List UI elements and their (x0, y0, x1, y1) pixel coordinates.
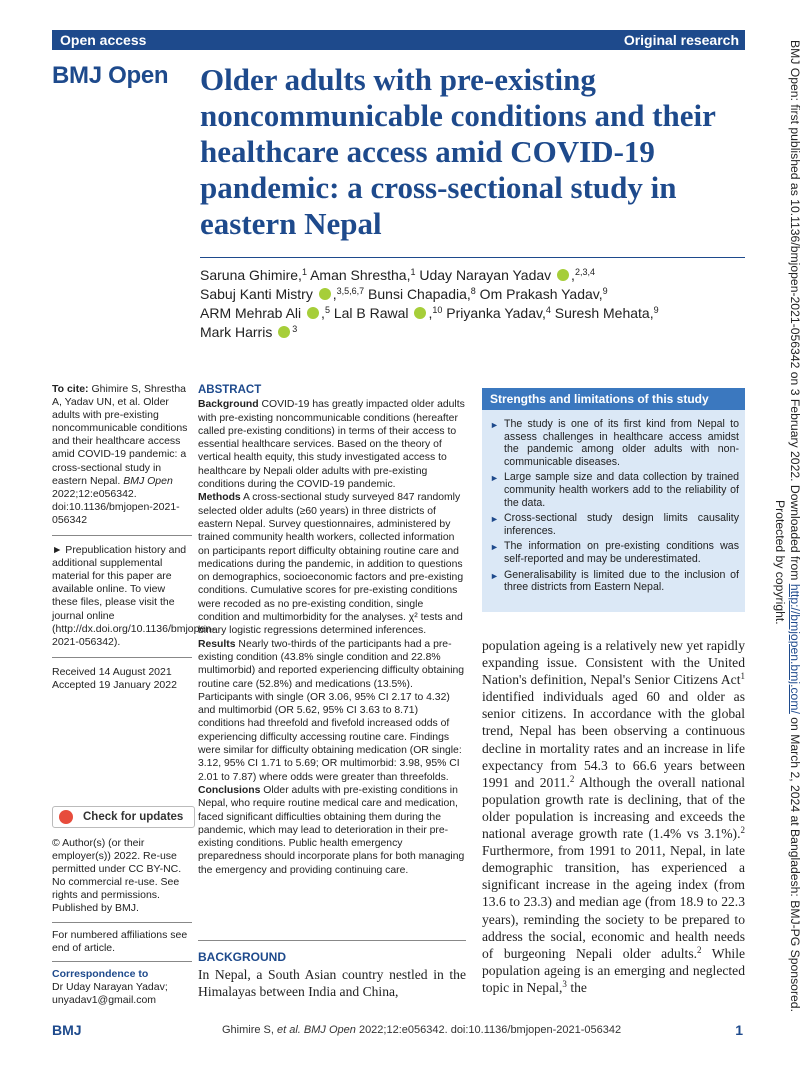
prepub-note: ► Prepublication history and additional supplemental material for this paper are available online. To view these files, please visit the journal online (http://dx.doi.org/10.1136/bmjopen-2021-056342). (52, 544, 215, 648)
list-item: ► Generalisability is limited due to the inclusion of three districts from Eastern Nepal. (490, 568, 739, 594)
journal-link[interactable]: http://bmjopen.bmj.com/ (788, 583, 802, 714)
abstract-heading: ABSTRACT (198, 384, 262, 396)
abstract: ABSTRACT Background COVID-19 has greatly impacted older adults with pre-existing noncommunicable conditions (hereafter called pre-existing conditions) in terms of their access to essential healthcare services. Based on the theory of vertical health equity, this study investigated access to healthcare by Nepali older adults with pre-existing conditions during the COVID-19 pandemic. Methods A cross-sectional study surveyed 847 randomly selected older adults (≥60 years) in three districts of eastern Nepal. Survey questionnaires, administered by trained community health workers, collected information on participants report difficulty obtaining routine care and medications during the pandemic, in addition to questions on demographics, socioeconomic factors and pre-existing conditions. Cumulative scores for pre-existing conditions were recoded as no pre-existing condition, single condition and multimorbidity for the analyses. χ² tests and binary logistic regressions determined inferences. Results Nearly two-thirds of the participants had a pre-existing condition (43.8% single condition and 22.8% multimorbid) and reported experiencing difficulty obtaining routine care (52.8%) and medications (13.5%). Participants with single (OR 3.06, 95% CI 2.17 to 4.32) and multimorbid (OR 5.62, 95% CI 3.63 to 8.71) conditions had threefold and fivefold increased odds of experiencing difficulty accessing routine care. Findings were similar for difficulty obtaining medication (OR single: 3.12, 95% CI 1.71 to 5.69; OR multimorbid: 3.98, 95% CI 2.01 to 7.87) where odds were greater than threefolds. Conclusions Older adults with pre-existing conditions in Nepal, who require routine medical care and medication, faced significant difficulties obtaining them during the pandemic, which may lead to deterioration in their pre-existing conditions. Public health emergency preparedness should incorporate plans for both managing the emergency and providing continuing care. (198, 384, 465, 876)
footer-citation: Ghimire S, et al. BMJ Open 2022;12:e056342. doi:10.1136/bmjopen-2021-056342 (222, 1024, 622, 1036)
orcid-icon[interactable] (307, 307, 319, 319)
page-number: 1 (735, 1022, 743, 1038)
author-list: Saruna Ghimire,$^1$ Aman Shrestha,$^1$ Uday Narayan Yadav ,$^{2,3,4}$ Sabuj Kanti Mistry ,$^{3,5,6,7}$ Bunsi Chapadia,$^8$ Om Prakash Yadav,$^9$ ARM Mehrab Ali ,$^5$ Lal B Rawal ,$^{10}$ Priyanka Yadav,$^4$ Suresh Mehata,$^9$ Mark Harris $^3$ (200, 267, 659, 340)
title-divider (200, 257, 745, 258)
list-item: ► The information on pre-existing conditions was self-reported and may be underestimated. (490, 540, 739, 565)
background-heading: BACKGROUND (198, 950, 286, 964)
page-footer (52, 1022, 745, 1042)
top-banner (52, 30, 745, 50)
article-title: Older adults with pre-existing noncommunicable conditions and their healthcare access amid COVID-19 pandemic: a cross-sectional study in eastern Nepal (200, 62, 716, 241)
received-date: Received 14 August 2021 (52, 665, 172, 678)
journal-logo: BMJ Open (52, 62, 169, 89)
body-column-right: population ageing is a relatively new yet rapidly expanding issue. Consistent with the United Nation's definition, Nepal's Senior Citizens Act$^1$ identified individuals aged 60 and older as senior citizens. In accordance with the global trend, Nepal has been observing a continuous decline in mortality rates and an increase in life expectancy from 54.3 to 66.6 years between 1991 and 2011.$^2$ Although the overall national population growth rate is declining, that of the older population is increasing and exceeds the national average growth rate (1.4% vs 3.1%).$^2$ Furthermore, from 1991 to 2011, Nepal, in late demographic transition, has experienced a significant increase in the ageing index (from 13.6 to 23.3) and median age (from 18.9 to 22.3 years), reminding the society to be prepared to address the social, economic and health needs of burgeoning Nepali older adults.$^2$ While population ageing is an emerging and neglected topic in Nepal,$^3$ the (482, 638, 745, 995)
abstract-divider (198, 940, 466, 941)
orcid-icon[interactable] (414, 307, 426, 319)
correspondence-label: Correspondence to (52, 967, 149, 980)
list-item: ► Large sample size and data collection by trained community health workers add to the reliability of the data. (490, 471, 739, 509)
open-access-label: Open access (60, 32, 147, 48)
orcid-icon[interactable] (278, 326, 290, 338)
check-updates-icon (59, 810, 73, 824)
check-for-updates-button[interactable]: Check for updates (52, 806, 195, 828)
footer-logo: BMJ (52, 1022, 82, 1038)
correspondence-text: Dr Uday Narayan Yadav; unyadav1@gmail.com (52, 980, 168, 1006)
vertical-download-note: BMJ Open: first published as 10.1136/bmjopen-2021-056342 on 3 February 2022. Downloaded from http://bmjopen.bmj.com/ on March 2, 2024 at Bangladesh: BMJ-PG Sponsored. Protected by copyright. (773, 40, 802, 1012)
copyright-note: © Author(s) (or their employer(s)) 2022. Re-use permitted under CC BY-NC. No commercial re-use. See rights and permissions. Published by BMJ. (52, 837, 182, 915)
orcid-icon[interactable] (557, 269, 569, 281)
article-type-label: Original research (623, 32, 739, 48)
list-item: ► The study is one of its first kind from Nepal to assess challenges in healthcare access amidst the pandemic among older adults with non-communicable diseases. (490, 418, 739, 468)
orcid-icon[interactable] (319, 288, 331, 300)
strengths-limitations-box (482, 388, 745, 612)
sidebar-bottom (52, 837, 192, 1007)
sidebar-cite: To cite: Ghimire S, Shrestha A, Yadav UN, et al. Older adults with pre-existing noncommunicable conditions and their healthcare access amid COVID-19 pandemic: a cross-sectional study in eastern Nepal. BMJ Open 2022;12:e056342. doi:10.1136/bmjopen-2021-056342 ► Prepublication history and additional supplemental material for this paper are available online. To view these files, please visit the journal online (http://dx.doi.org/10.1136/bmjopen-2021-056342). Received 14 August 2021 Accepted 19 January 2022 (52, 383, 215, 691)
accepted-date: Accepted 19 January 2022 (52, 678, 177, 691)
list-item: ► Cross-sectional study design limits causality inferences. (490, 512, 739, 537)
affiliation-note: For numbered affiliations see end of article. (52, 928, 188, 954)
background-text: In Nepal, a South Asian country nestled in the Himalayas between India and China, (198, 967, 466, 1000)
box-title: Strengths and limitations of this study (482, 388, 745, 410)
